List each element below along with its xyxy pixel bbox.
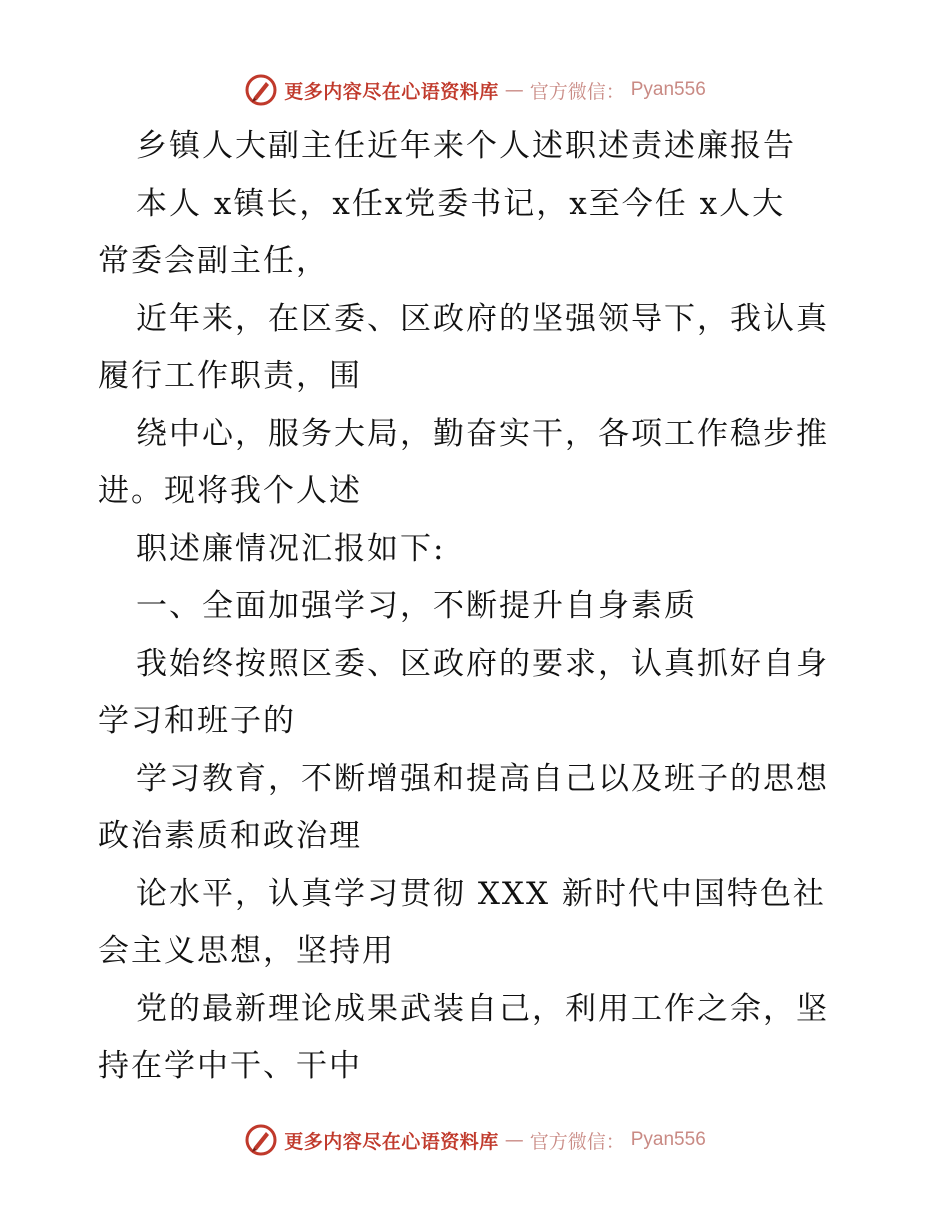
paragraph-line: 进。现将我个人述 xyxy=(98,473,362,509)
paragraph-line: 会主义思想，坚持用 xyxy=(98,933,395,969)
paragraph-line: 近年来，在区委、区政府的坚强领导下，我认真 xyxy=(136,300,829,337)
document-body xyxy=(98,118,858,1096)
banner-account: Pyan556 xyxy=(630,1129,706,1150)
header-banner xyxy=(0,70,950,110)
paragraph-line: 一、全面加强学习，不断提升自身素质 xyxy=(136,588,697,624)
paragraph-line: 职述廉情况汇报如下: xyxy=(136,530,446,567)
paragraph-line: 政治素质和政治理 xyxy=(98,818,362,854)
paragraph-line: 绕中心，服务大局，勤奋实干，各项工作稳步推 xyxy=(136,415,829,452)
banner-main-text: 更多内容尽在心语资料库 xyxy=(284,80,499,103)
pen-logo-icon xyxy=(244,73,278,107)
document-title: 乡镇人大副主任近年来个人述职述责述廉报告 xyxy=(136,128,796,164)
paragraph-line: 我始终按照区委、区政府的要求，认真抓好自身 xyxy=(136,645,829,682)
paragraph-line: 持在学中干、干中 xyxy=(98,1048,362,1084)
paragraph-line: 论水平，认真学习贯彻 XXX 新时代中国特色社 xyxy=(136,875,826,912)
paragraph-line: 履行工作职责，围 xyxy=(98,358,362,394)
paragraph-line: 党的最新理论成果武装自己，利用工作之余，坚 xyxy=(136,990,829,1027)
banner-label: 官方微信： xyxy=(529,1130,625,1153)
paragraph-line: 常委会副主任， xyxy=(98,243,329,279)
footer-banner xyxy=(0,1120,950,1160)
banner-label: 官方微信： xyxy=(529,80,625,103)
paragraph-line: 本人 x镇长，x任x党委书记，x至今任 x人大 xyxy=(136,185,786,222)
pen-logo-icon xyxy=(244,1123,278,1157)
banner-account: Pyan556 xyxy=(630,79,706,100)
banner-main-text: 更多内容尽在心语资料库 xyxy=(284,1130,499,1153)
paragraph-line: 学习教育，不断增强和提高自己以及班子的思想 xyxy=(136,760,829,797)
paragraph-line: 学习和班子的 xyxy=(98,703,296,739)
banner-dash: — xyxy=(504,1129,524,1151)
banner-dash: — xyxy=(504,79,524,101)
